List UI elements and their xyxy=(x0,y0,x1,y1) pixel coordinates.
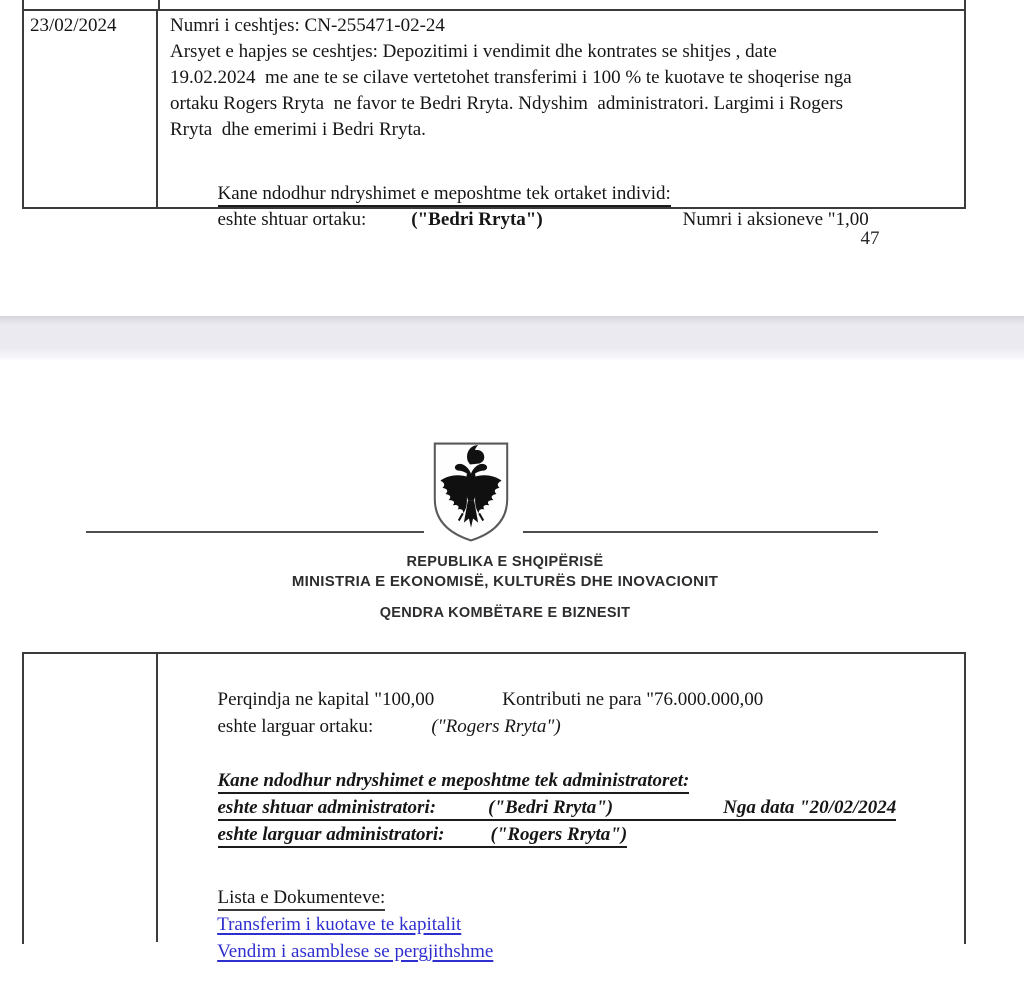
reason-line: 19.02.2024 me ane te se cilave vertetohet transferimi i 100 % te kuotave te shoqerise nga xyxy=(170,67,852,88)
header-rule-right xyxy=(523,531,878,533)
header-agency: QENDRA KOMBËTARE E BIZNESIT xyxy=(379,605,631,621)
header-ministry: MINISTRIA E EKONOMISË, KULTURËS DHE INOVACIONIT xyxy=(291,573,719,590)
capital-percent: Perqindja ne kapital "100,00 xyxy=(217,689,435,710)
reason-line: ortaku Rogers Rryta ne favor te Bedri Rryta. Ndyshim administratori. Largimi i Rogers xyxy=(170,93,843,114)
capital-line xyxy=(170,659,960,710)
document-link-decision[interactable]: Vendim i asamblese se pergjithshme xyxy=(217,941,494,962)
admin-changes-heading: Kane ndodhur ndryshimet e meposhtme tek administratoret: xyxy=(218,770,690,794)
albania-coat-of-arms-icon xyxy=(432,441,510,543)
header-rule-left xyxy=(86,531,424,533)
admin-added-label: eshte shtuar administratori: xyxy=(217,797,437,818)
shares-count: Numri i aksioneve "1,00 xyxy=(682,209,869,230)
partner-removed-name: ("Rogers Rryta") xyxy=(431,716,561,737)
page-number: 47 xyxy=(860,228,880,249)
page-separator xyxy=(0,316,1024,360)
partners-changes-heading: Kane ndodhur ndryshimet e meposhtme tek ortaket individ: xyxy=(218,183,671,207)
entry-date-cell-empty xyxy=(24,654,158,942)
admin-added-date: Nga data "20/02/2024 xyxy=(723,797,897,818)
documents-heading-line xyxy=(170,857,960,908)
admin-removed-label: eshte larguar administratori: xyxy=(217,824,445,845)
contribution: Kontributi ne para "76.000.000,00 xyxy=(502,689,764,710)
entry-content-cell xyxy=(158,654,964,962)
table-row xyxy=(24,11,964,230)
partner-added-name: ("Bedri Rryta") xyxy=(411,209,543,230)
partner-added-label: eshte shtuar ortaku: xyxy=(217,209,367,230)
registry-entry-table-page1 xyxy=(22,0,966,230)
table-row xyxy=(24,654,964,962)
admin-changes-heading-line xyxy=(170,740,960,791)
reason-line: Rryta dhe emerimi i Bedri Rryta. xyxy=(170,119,426,140)
entry-date-cell xyxy=(24,11,158,207)
documents-heading: Lista e Dokumenteve: xyxy=(218,887,386,911)
partners-changes-heading-line xyxy=(170,155,960,204)
entry-date: 23/02/2024 xyxy=(30,15,117,36)
registry-entry-table-page2 xyxy=(22,652,966,962)
previous-row-stub xyxy=(24,0,964,11)
partner-removed-label: eshte larguar ortaku: xyxy=(217,716,374,737)
reason-line: Arsyet e hapjes se ceshtjes: Depozitimi i vendimit dhe kontrates se shitjes , date xyxy=(170,41,777,62)
admin-added-name: ("Bedri Rryta") xyxy=(488,797,614,818)
case-number-line: Numri i ceshtjes: CN-255471-02-24 xyxy=(170,15,445,36)
header-republic: REPUBLIKA E SHQIPËRISË xyxy=(406,554,604,570)
entry-content-cell xyxy=(158,11,964,230)
document-link-transfer[interactable]: Transferim i kuotave te kapitalit xyxy=(217,914,462,935)
admin-removed-name: ("Rogers Rryta") xyxy=(490,824,628,845)
